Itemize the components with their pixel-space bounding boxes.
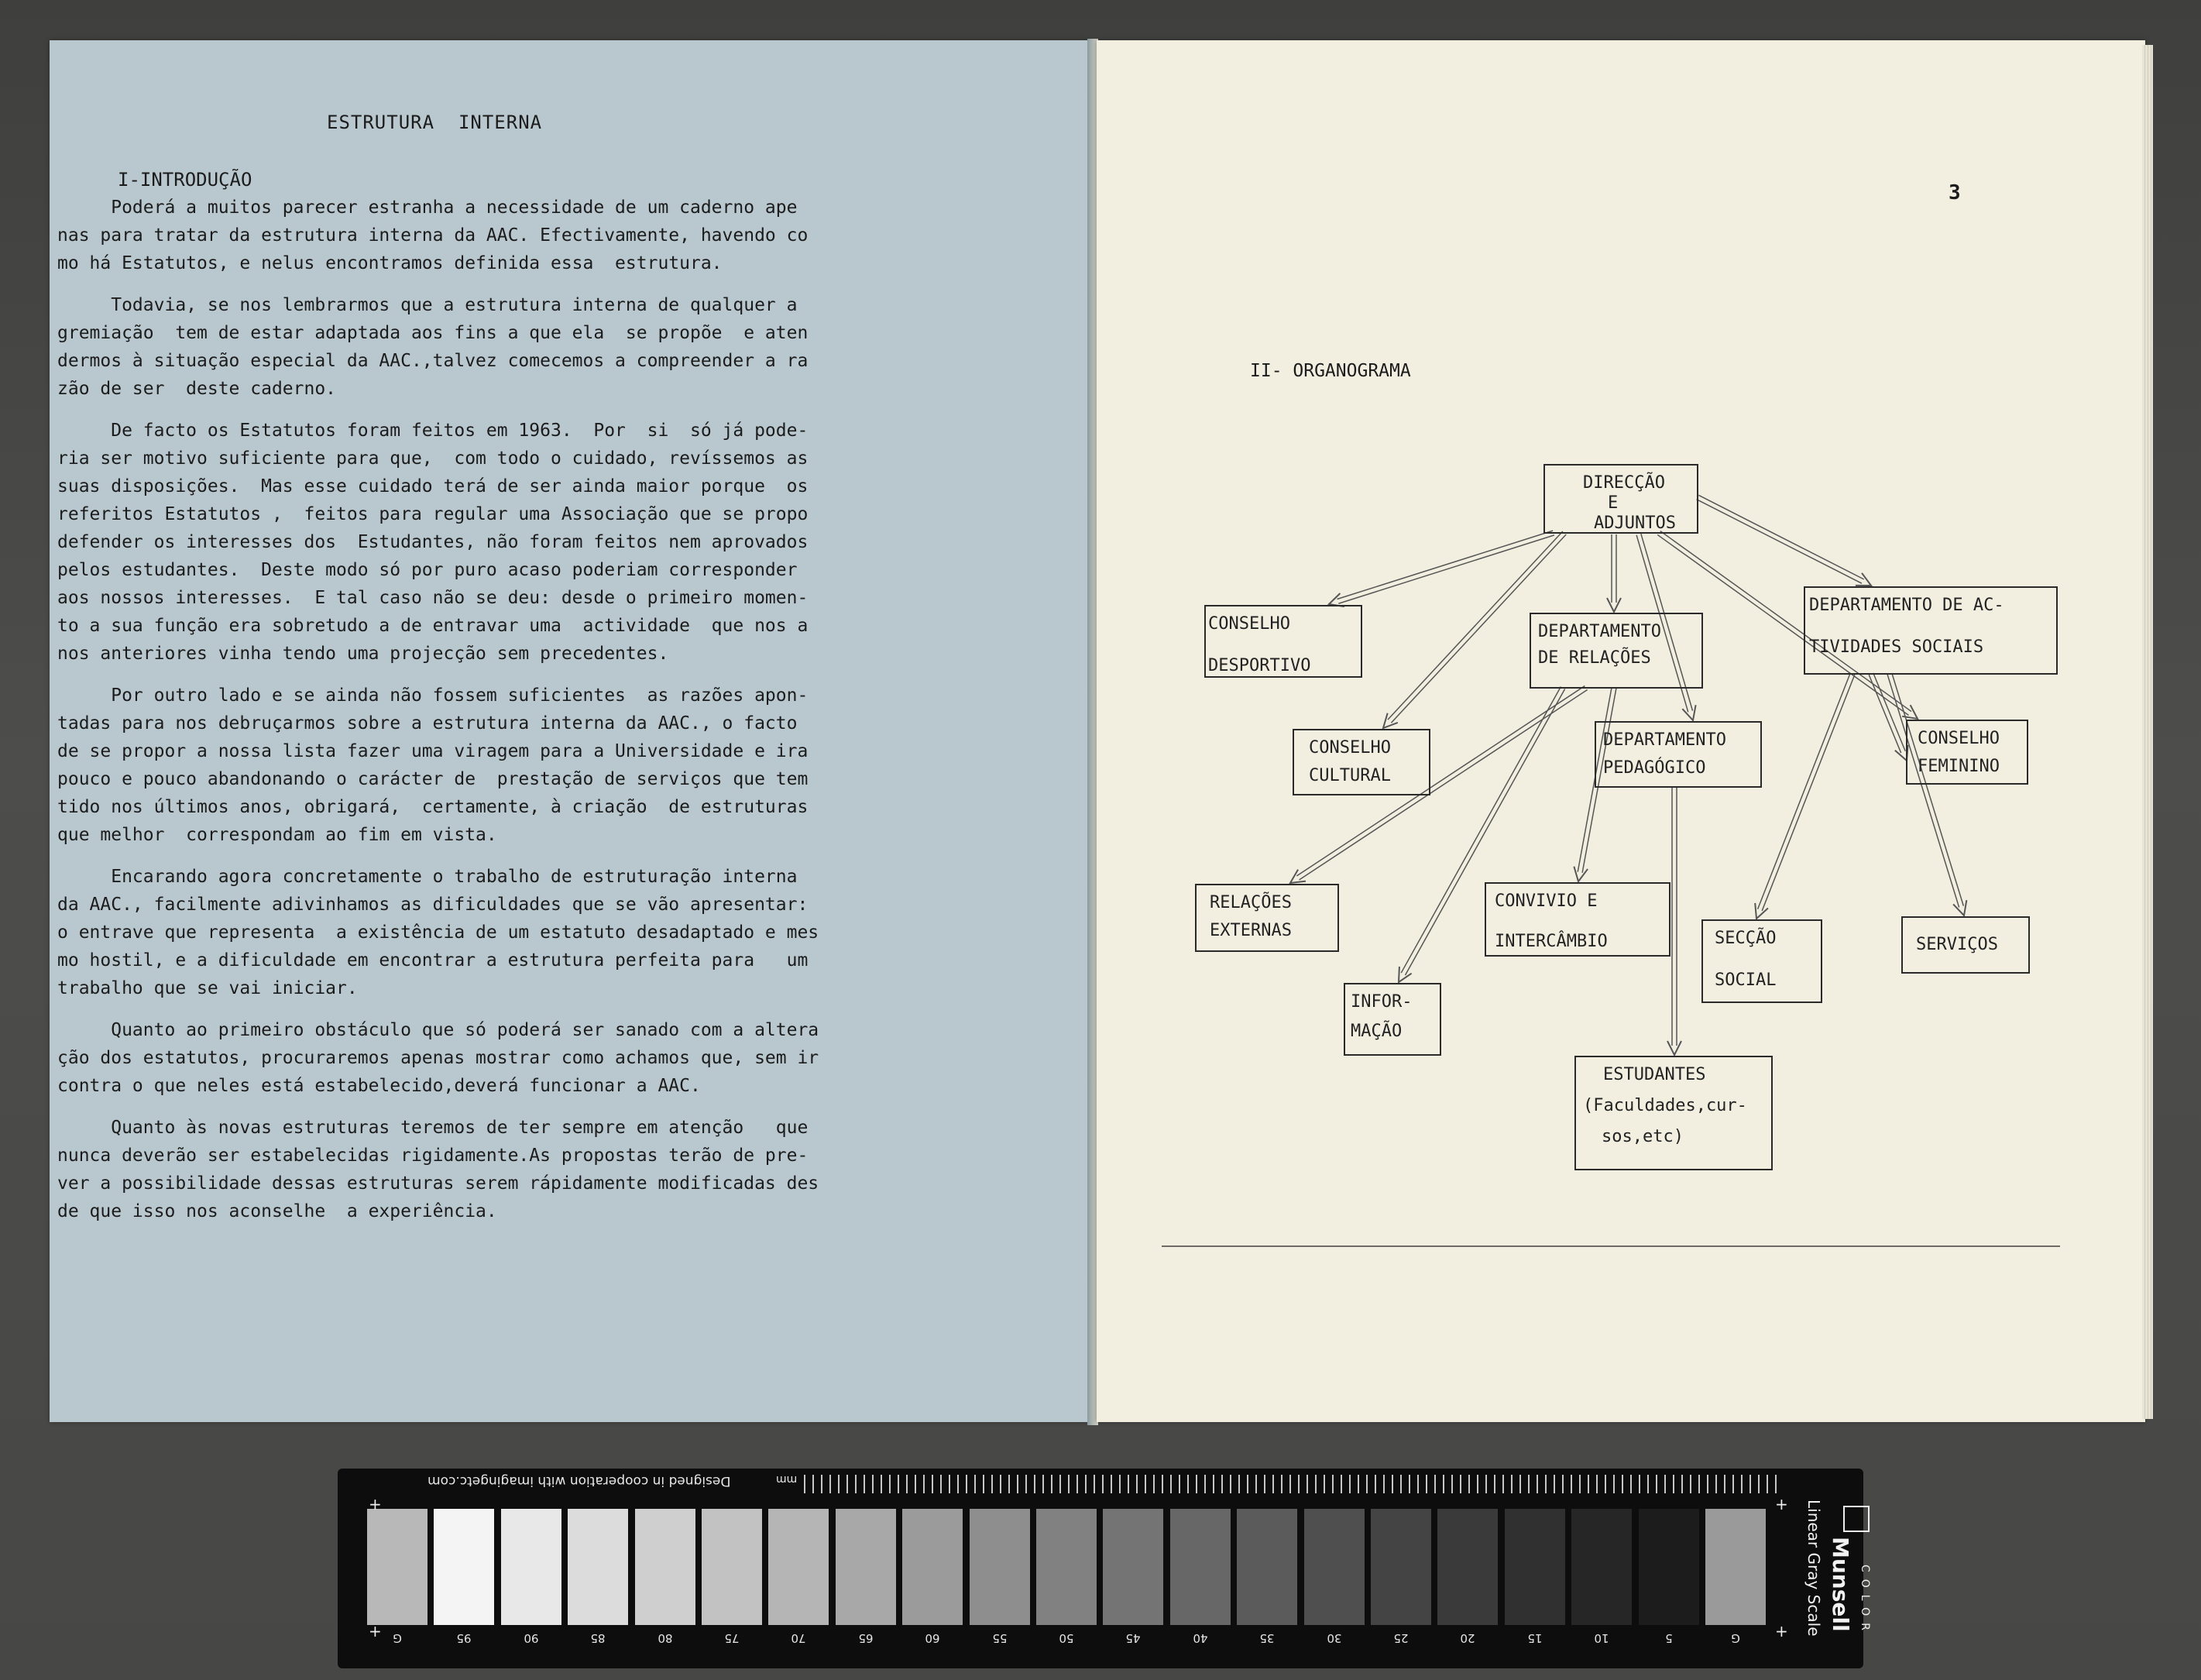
- body-line: Quanto às novas estruturas teremos de ter sempre em atenção que: [57, 1118, 809, 1138]
- org-node-label: E: [1608, 493, 1619, 513]
- body-line: de se propor a nossa lista fazer uma viragem para a Universidade e ira: [57, 741, 809, 761]
- section-heading: II- ORGANOGRAMA: [1250, 361, 1411, 381]
- swatch-label: 70: [791, 1631, 806, 1645]
- body-line: gremiação tem de estar adaptada aos fins a que ela se propõe e aten: [57, 323, 809, 343]
- gray-swatch: [1103, 1509, 1163, 1625]
- org-node-label: PEDAGÓGICO: [1603, 758, 1706, 778]
- registration-mark-icon: +: [1775, 1495, 1788, 1513]
- body-line: nos anteriores vinha tendo uma projecção sem precedentes.: [57, 644, 669, 664]
- org-edge: [1607, 534, 1621, 612]
- org-node-desportivo: [1205, 606, 1361, 677]
- org-node-label: INFOR-: [1351, 992, 1413, 1012]
- gray-swatch: [902, 1509, 963, 1625]
- swatch-label: G: [393, 1631, 402, 1645]
- org-node-direccao: [1544, 465, 1698, 533]
- swatch-label: 30: [1327, 1631, 1342, 1645]
- org-node-label: ADJUNTOS: [1594, 514, 1676, 533]
- org-node-label: FEMININO: [1918, 757, 2000, 776]
- gray-swatch: [1170, 1509, 1231, 1625]
- brand-name: Munsell: [1828, 1537, 1853, 1632]
- body-line: De facto os Estatutos foram feitos em 1963. Por si só já pode-: [57, 421, 809, 441]
- body-line: suas disposições. Mas esse cuidado terá de ser ainda maior porque os: [57, 476, 809, 496]
- org-node-externas: [1196, 885, 1338, 951]
- swatch-label: 55: [992, 1631, 1008, 1645]
- body-line: tido nos últimos anos, obrigará, certamente, à criação de estruturas: [57, 797, 809, 817]
- registration-mark-icon: +: [1775, 1622, 1788, 1640]
- body-line: ção dos estatutos, procuraremos apenas mostrar como achamos que, sem ir: [57, 1048, 819, 1068]
- org-edge: [1657, 531, 1918, 719]
- org-node-cultural: [1293, 730, 1430, 795]
- swatch-label: 50: [1059, 1631, 1074, 1645]
- org-node-informacao: [1344, 984, 1440, 1055]
- swatch-label: 20: [1460, 1631, 1475, 1645]
- gray-swatch: [434, 1509, 494, 1625]
- gray-swatch: [1371, 1509, 1431, 1625]
- swatch-label: 85: [590, 1631, 606, 1645]
- org-node-label: SECÇÃO: [1715, 929, 1777, 948]
- body-line: tadas para nos debruçarmos sobre a estrutura interna da AAC., o facto: [57, 713, 798, 733]
- gray-swatch: [970, 1509, 1030, 1625]
- org-node-label: CONSELHO: [1208, 614, 1290, 634]
- paragraph-gap: [57, 849, 987, 863]
- body-line: o entrave que representa a existência de um estatuto desadaptado e mes: [57, 922, 819, 943]
- org-node-label: DEPARTAMENTO: [1603, 730, 1726, 750]
- org-node-label: SERVIÇOS: [1916, 935, 1998, 954]
- gray-swatch: [635, 1509, 695, 1625]
- swatch-label: 90: [524, 1631, 539, 1645]
- swatch-label: 45: [1125, 1631, 1141, 1645]
- org-node-label: DIRECÇÃO: [1583, 473, 1665, 493]
- org-node-label: INTERCÂMBIO: [1495, 932, 1608, 951]
- body-line: referitos Estatutos , feitos para regular uma Associação que se propo: [57, 504, 809, 524]
- swatch-label: 5: [1664, 1631, 1673, 1645]
- body-line: Quanto ao primeiro obstáculo que só poderá ser sanado com a altera: [57, 1020, 819, 1040]
- page-title: ESTRUTURA INTERNA: [327, 112, 543, 133]
- swatch-label: 80: [658, 1631, 673, 1645]
- org-node-seccao: [1702, 920, 1822, 1002]
- body-line: Todavia, se nos lembrarmos que a estrutura interna de qualquer a: [57, 295, 798, 315]
- body-line: mo hostil, e a dificuldade em encontrar a estrutura perfeita para um: [57, 950, 809, 971]
- gray-swatch: [1705, 1509, 1766, 1625]
- body-line: pouco e pouco abandonando o carácter de prestação de serviços que tem: [57, 769, 809, 789]
- page-number: 3: [1949, 181, 1961, 204]
- paragraph-gap: [57, 668, 987, 682]
- org-node-label: CULTURAL: [1309, 766, 1391, 785]
- org-node-label: RELAÇÕES: [1210, 893, 1292, 912]
- org-node-relacoes: [1530, 613, 1702, 688]
- registration-mark-icon: +: [369, 1495, 382, 1513]
- org-node-feminino: [1907, 720, 2028, 784]
- gray-swatch: [702, 1509, 762, 1625]
- swatch-label: 10: [1594, 1631, 1609, 1645]
- org-node-label: MAÇÃO: [1351, 1022, 1403, 1041]
- body-line: to a sua função era sobretudo a de entravar uma actividade que nos a: [57, 616, 809, 636]
- body-line: da AAC., facilmente adivinhamos as dificuldades que se vão apresentar:: [57, 895, 809, 915]
- gray-swatch: [836, 1509, 896, 1625]
- gray-swatch: [1036, 1509, 1097, 1625]
- gray-swatch: [1237, 1509, 1297, 1625]
- body-text: [57, 194, 987, 1225]
- card-credit: Designed in cooperation with imagingetc.com: [427, 1473, 731, 1489]
- gray-swatch: [501, 1509, 561, 1625]
- gray-swatch: [1505, 1509, 1565, 1625]
- body-line: aos nossos interesses. E tal caso não se deu: desde o primeiro momen-: [57, 588, 809, 608]
- body-line: trabalho que se vai iniciar.: [57, 978, 358, 998]
- body-line: nas para tratar da estrutura interna da AAC. Efectivamente, havendo co: [57, 225, 809, 246]
- org-node-convivio: [1485, 883, 1670, 956]
- swatch-label: 60: [925, 1631, 940, 1645]
- org-edge: [1755, 673, 1855, 919]
- org-node-label: DEPARTAMENTO: [1538, 622, 1661, 641]
- body-line: ver a possibilidade dessas estruturas serem rápidamente modificadas des: [57, 1173, 819, 1194]
- org-node-label: DE RELAÇÕES: [1538, 648, 1651, 668]
- org-node-pedagogico: [1595, 722, 1761, 787]
- paragraph-gap: [57, 403, 987, 417]
- ruler-unit: mm: [776, 1473, 798, 1486]
- registration-mark-icon: +: [369, 1622, 382, 1640]
- swatch-label: 25: [1393, 1631, 1409, 1645]
- gray-swatch: [1639, 1509, 1699, 1625]
- org-node-label: TIVIDADES SOCIAIS: [1809, 637, 1984, 657]
- gray-swatch: [1304, 1509, 1365, 1625]
- body-line: mo há Estatutos, e nelus encontramos definida essa estrutura.: [57, 253, 723, 273]
- body-line: Poderá a muitos parecer estranha a necessidade de um caderno ape: [57, 198, 798, 218]
- body-line: nunca deverão ser estabelecidas rigidamente.As propostas terão de pre-: [57, 1146, 809, 1166]
- gray-swatch: [768, 1509, 829, 1625]
- org-edge: [1329, 531, 1554, 606]
- body-line: dermos à situação especial da AAC.,talvez comecemos a compreender a ra: [57, 351, 809, 371]
- org-node-label: CONSELHO: [1918, 729, 2000, 748]
- org-node-servicos: [1902, 917, 2029, 973]
- body-line: ria ser motivo suficiente para que, com todo o cuidado, revíssemos as: [57, 448, 809, 469]
- org-node-label: CONSELHO: [1309, 738, 1391, 758]
- swatch-label: 40: [1193, 1631, 1208, 1645]
- body-line: que melhor correspondam ao fim em vista.: [57, 825, 497, 845]
- body-line: pelos estudantes. Deste modo só por puro acaso poderiam corresponder: [57, 560, 798, 580]
- body-line: Por outro lado e se ainda não fossem suficientes as razões apon-: [57, 685, 809, 706]
- swatch-label: 65: [858, 1631, 874, 1645]
- swatch-label: 15: [1527, 1631, 1543, 1645]
- org-edge: [1869, 673, 1907, 761]
- swatch-label: 35: [1259, 1631, 1275, 1645]
- org-node-label: DEPARTAMENTO DE AC-: [1809, 596, 2004, 615]
- scale-name: Linear Gray Scale: [1804, 1500, 1823, 1637]
- body-line: Encarando agora concretamente o trabalho de estruturação interna: [57, 867, 798, 887]
- org-edge: [1887, 673, 1966, 916]
- body-line: zão de ser deste caderno.: [57, 379, 337, 399]
- body-line: contra o que neles está estabelecido,deverá funcionar a AAC.: [57, 1076, 701, 1096]
- org-node-label: (Faculdades,cur-: [1583, 1096, 1747, 1115]
- brand-sub: COLOR: [1859, 1565, 1871, 1637]
- paragraph-gap: [57, 1100, 987, 1114]
- paragraph-gap: [57, 277, 987, 291]
- paragraph-gap: [57, 1002, 987, 1016]
- org-node-label: ESTUDANTES: [1603, 1065, 1706, 1084]
- org-node-estudantes: [1575, 1056, 1772, 1170]
- munsell-logo-icon: [1843, 1506, 1870, 1532]
- mm-ruler: [804, 1475, 1780, 1493]
- org-node-label: SOCIAL: [1715, 971, 1777, 990]
- gray-scale-card: [338, 1469, 1863, 1668]
- body-line: defender os interesses dos Estudantes, não foram feitos nem aprovados: [57, 532, 809, 552]
- swatch-label: 95: [456, 1631, 472, 1645]
- gray-swatch: [1437, 1509, 1498, 1625]
- org-node-label: EXTERNAS: [1210, 921, 1292, 940]
- swatch-label: G: [1731, 1631, 1740, 1645]
- org-node-sociais: [1804, 587, 2057, 674]
- org-node-label: CONVIVIO E: [1495, 892, 1598, 911]
- body-line: de que isso nos aconselhe a experiência.: [57, 1201, 497, 1221]
- org-chart: [1097, 40, 2145, 1422]
- section-heading: I-INTRODUÇÃO: [118, 169, 252, 191]
- gray-swatch: [1571, 1509, 1632, 1625]
- footnote-rule: [1162, 1245, 2060, 1247]
- gray-swatch: [367, 1509, 427, 1625]
- swatch-label: 75: [724, 1631, 740, 1645]
- org-node-label: DESPORTIVO: [1208, 656, 1311, 675]
- org-edge: [1697, 495, 1871, 586]
- gray-swatch: [568, 1509, 628, 1625]
- org-node-label: sos,etc): [1602, 1127, 1684, 1146]
